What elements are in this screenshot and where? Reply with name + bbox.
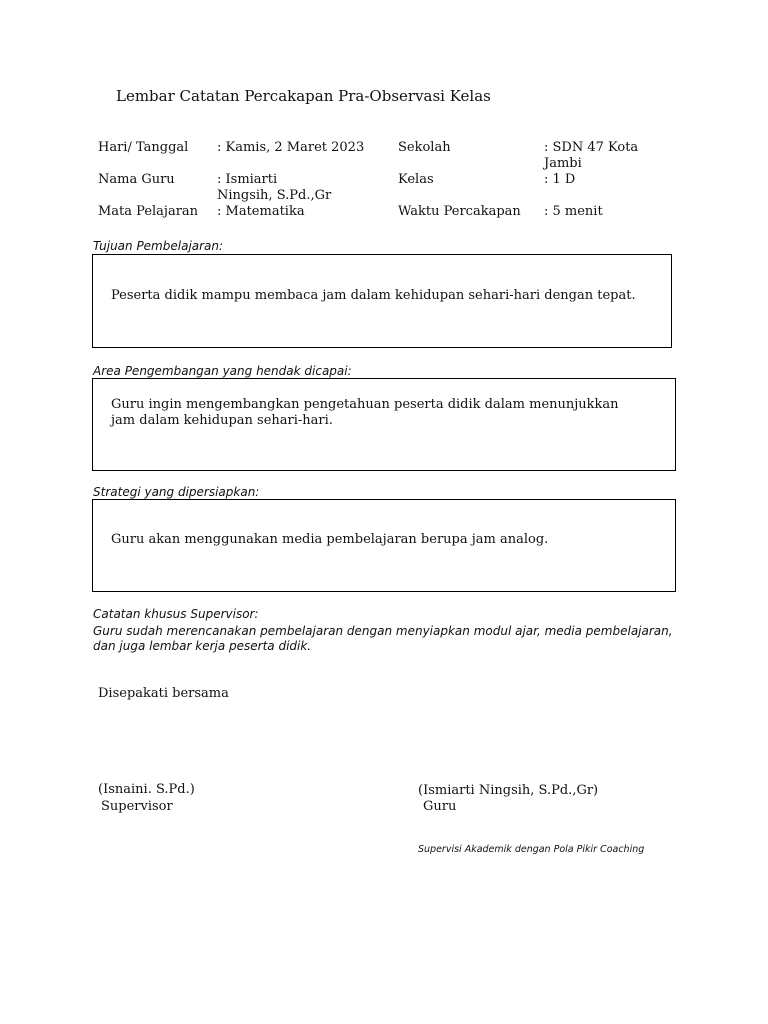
supervisor-name: (Isnaini. S.Pd.) xyxy=(98,782,195,797)
waktu-label: Waktu Percakapan xyxy=(398,204,521,219)
supervisor-role: Supervisor xyxy=(101,799,173,814)
sekolah-label: Sekolah xyxy=(398,140,451,155)
footer-note: Supervisi Akademik dengan Pola Pikir Coaching xyxy=(418,844,645,855)
sekolah-value: : SDN 47 Kota Jambi xyxy=(544,140,639,171)
supervisor-note-text: Guru sudah merencanakan pembelajaran dengan menyiapkan modul ajar, media pembelajaran, dan juga lembar kerja peserta didik. xyxy=(93,624,673,653)
tujuan-box xyxy=(92,254,672,348)
tujuan-label: Tujuan Pembelajaran: xyxy=(93,239,224,253)
kelas-value: : 1 D xyxy=(544,172,576,187)
guru-value: : Ismiarti Ningsih, S.Pd.,Gr xyxy=(217,172,332,203)
mapel-label: Mata Pelajaran xyxy=(98,204,199,219)
area-box xyxy=(92,378,676,471)
guru-name: (Ismiarti Ningsih, S.Pd.,Gr) xyxy=(418,783,599,798)
supervisor-note-label: Catatan khusus Supervisor: xyxy=(93,607,259,621)
tujuan-text: Peserta didik mampu membaca jam dalam kehidupan sehari-hari dengan tepat. xyxy=(111,288,636,303)
strategi-text: Guru akan menggunakan media pembelajaran berupa jam analog. xyxy=(111,532,549,547)
agreement-text: Disepakati bersama xyxy=(98,686,229,701)
strategi-label: Strategi yang dipersiapkan: xyxy=(93,485,260,499)
page-title: Lembar Catatan Percakapan Pra-Observasi Kelas xyxy=(116,87,491,105)
hari-label: Hari/ Tanggal xyxy=(98,140,189,155)
area-text: Guru ingin mengembangkan pengetahuan peserta didik dalam menunjukkan jam dalam kehidupan sehari-hari. xyxy=(111,397,619,428)
waktu-value: : 5 menit xyxy=(544,204,603,219)
mapel-value: : Matematika xyxy=(217,204,305,219)
kelas-label: Kelas xyxy=(398,172,434,187)
guru-role: Guru xyxy=(423,799,457,814)
hari-value: : Kamis, 2 Maret 2023 xyxy=(217,140,365,155)
strategi-box xyxy=(92,499,676,592)
area-label: Area Pengembangan yang hendak dicapai: xyxy=(93,364,352,378)
guru-label: Nama Guru xyxy=(98,172,175,187)
